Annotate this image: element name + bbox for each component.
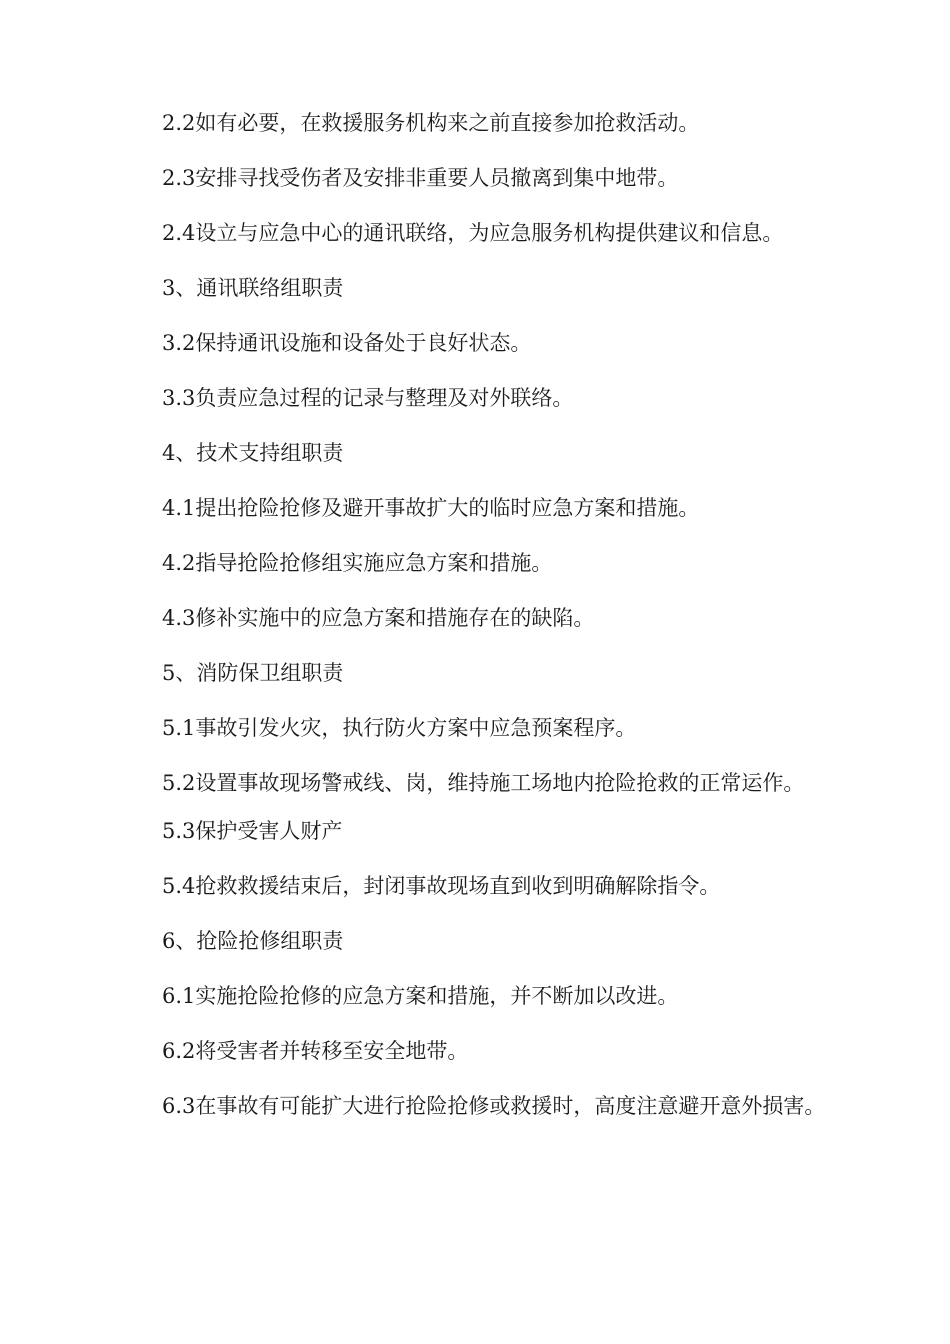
paragraph-2-3: 2.3安排寻找受伤者及安排非重要人员撤离到集中地带。 bbox=[162, 166, 679, 190]
paragraph-6-2: 6.2将受害者并转移至安全地带。 bbox=[162, 1039, 469, 1063]
paragraph-4-1: 4.1提出抢险抢修及避开事故扩大的临时应急方案和措施。 bbox=[162, 496, 700, 520]
section-heading-4: 4、技术支持组职责 bbox=[162, 441, 344, 465]
paragraph-4-2: 4.2指导抢险抢修组实施应急方案和措施。 bbox=[162, 551, 553, 575]
section-heading-3: 3、通讯联络组职责 bbox=[162, 276, 344, 300]
section-heading-6: 6、抢险抢修组职责 bbox=[162, 929, 344, 953]
paragraph-6-1: 6.1实施抢险抢修的应急方案和措施，并不断加以改进。 bbox=[162, 984, 679, 1008]
paragraph-5-1: 5.1事故引发火灾，执行防火方案中应急预案程序。 bbox=[162, 716, 637, 740]
paragraph-2-4: 2.4设立与应急中心的通讯联络，为应急服务机构提供建议和信息。 bbox=[162, 221, 784, 245]
paragraph-5-3: 5.3保护受害人财产 bbox=[162, 819, 343, 843]
section-heading-5: 5、消防保卫组职责 bbox=[162, 661, 344, 685]
paragraph-5-4: 5.4抢救救援结束后，封闭事故现场直到收到明确解除指令。 bbox=[162, 874, 721, 898]
paragraph-2-2: 2.2如有必要，在救援服务机构来之前直接参加抢救活动。 bbox=[162, 111, 700, 135]
document-body bbox=[114, 112, 826, 1143]
paragraph-3-2: 3.2保持通讯设施和设备处于良好状态。 bbox=[162, 331, 532, 355]
paragraph-4-3: 4.3修补实施中的应急方案和措施存在的缺陷。 bbox=[162, 606, 595, 630]
paragraph-3-3: 3.3负责应急过程的记录与整理及对外联络。 bbox=[162, 386, 574, 410]
paragraph-6-3: 6.3在事故有可能扩大进行抢险抢修或救援时，高度注意避开意外损害。 bbox=[162, 1094, 826, 1118]
paragraph-5-2: 5.2设置事故现场警戒线、岗，维持施工场地内抢险抢救的正常运作。 bbox=[162, 771, 805, 795]
